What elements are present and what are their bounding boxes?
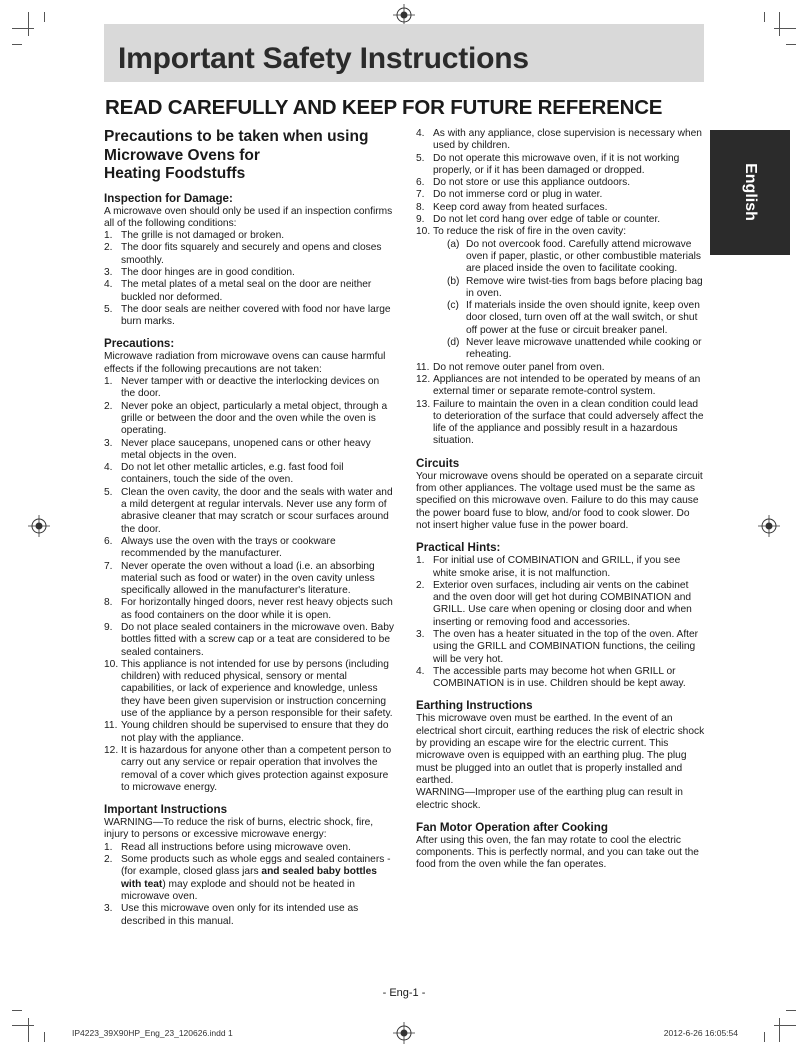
- list-item: 6. Always use the oven with the trays or cookware recommended by the manufacturer.: [104, 535, 336, 560]
- print-slug-date: 2012-6-26 16:05:54: [663, 1028, 738, 1038]
- list-item: 13. Failure to maintain the oven in a clean condition could lead to deterioration of the surface that could adversely affect the life of the appliance and possibly result in a hazardous situation.: [416, 398, 704, 447]
- important-list-continued: [416, 128, 706, 448]
- list-item: 8. For horizontally hinged doors, never rest heavy objects such as food containers on the door while it is open.: [104, 597, 393, 621]
- list-item: 8. Keep cord away from heated surfaces.: [416, 201, 608, 213]
- list-item: 2. Exterior oven surfaces, including air vents on the cabinet and the oven door will get hot during COMBINATION and GRILL. Use care when opening or closing door and when inserting or removing food and accessories.: [416, 579, 692, 628]
- crop-mark: [12, 1025, 34, 1026]
- list-item: 1. For initial use of COMBINATION and GRILL, if you see white smoke arise, it is not malfunction.: [416, 555, 681, 579]
- list-item: 1. Never tamper with or deactive the interlocking devices on the door.: [104, 376, 380, 400]
- list-item: 5. The door seals are neither covered with food nor have large burn marks.: [104, 303, 391, 328]
- list-item: (b) Remove wire twist-ties from bags before placing bag in oven.: [447, 275, 703, 299]
- list-item: 4. The metal plates of a metal seal on the door are neither buckled nor deformed.: [104, 279, 372, 303]
- list-item: 6. Do not store or use this appliance outdoors.: [416, 177, 631, 189]
- crop-mark: [44, 1032, 45, 1042]
- list-item: 4. As with any appliance, close supervision is necessary when used by children.: [416, 128, 702, 152]
- left-column: [104, 128, 396, 928]
- crop-mark: [774, 28, 796, 29]
- precautions-heading: Precautions:: [104, 337, 175, 351]
- hints-heading: Practical Hints:: [416, 541, 501, 555]
- list-item: 9. Do not let cord hang over edge of table or counter.: [416, 214, 661, 226]
- crop-mark: [12, 44, 22, 45]
- crop-mark: [764, 1032, 765, 1042]
- earthing-heading: Earthing Instructions: [416, 699, 533, 713]
- crop-mark: [779, 1018, 780, 1042]
- inspection-list: [104, 230, 396, 328]
- list-item: 5. Clean the oven cavity, the door and the seals with water and a mild detergent at regular intervals. Never use any form of abrasive cleaner that may scratch or scour surfaces around the door.: [104, 486, 393, 535]
- section-title: Precautions to be taken when using Microwave Ovens for Heating Foodstuffs: [104, 128, 369, 182]
- list-item: 12. It is hazardous for anyone other than a competent person to carry out any service or repair operation that involves the removal of a cover which gives protection against exposure to microwave energy.: [104, 744, 392, 793]
- hints-list: [416, 555, 706, 690]
- list-item: 3. Never place saucepans, unopened cans or other heavy metal objects in the oven.: [104, 437, 371, 461]
- list-item: 1. Read all instructions before using microwave oven.: [104, 841, 351, 853]
- right-column: [416, 128, 706, 872]
- registration-mark-icon: [28, 515, 50, 537]
- list-item: 2. Some products such as whole eggs and sealed containers - (for example, closed glass jars and sealed baby bottles with teat) may explode and should not be heated in microwave oven.: [104, 854, 391, 902]
- list-item: 1. The grille is not damaged or broken.: [104, 230, 285, 242]
- registration-mark-icon: [393, 4, 415, 26]
- precautions-list: [104, 376, 396, 794]
- earthing-warning: WARNING—Improper use of the earthing plug can result in electric shock.: [416, 787, 683, 811]
- precautions-intro: Microwave radiation from microwave ovens can cause harmful effects if the following precautions are not taken:: [104, 351, 386, 375]
- list-item: 7. Never operate the oven without a load (i.e. an absorbing material such as food or water) in the oven cavity unless specifically allowed in the manufacturer's literature.: [104, 560, 375, 597]
- page-subtitle: READ CAREFULLY AND KEEP FOR FUTURE REFERENCE: [105, 96, 663, 119]
- crop-mark: [764, 12, 765, 22]
- list-item: 11. Do not remove outer panel from oven.: [416, 361, 605, 373]
- fan-heading: Fan Motor Operation after Cooking: [416, 820, 608, 834]
- list-item: 2. The door fits squarely and securely and opens and closes smoothly.: [104, 242, 382, 266]
- important-intro: WARNING—To reduce the risk of burns, electric shock, fire, injury to persons or excessive microwave energy:: [104, 817, 374, 841]
- fire-sublist: [433, 239, 706, 362]
- page-number: - Eng-1 -: [382, 987, 426, 999]
- registration-mark-icon: [758, 515, 780, 537]
- list-item: 9. Do not place sealed containers in the microwave oven. Baby bottles fitted with a screw cap or a teat are considered to be sealed containers.: [104, 622, 394, 658]
- inspection-intro: A microwave oven should only be used if an inspection confirms all of the following conditions:: [104, 205, 393, 229]
- crop-mark: [28, 12, 29, 36]
- crop-mark: [28, 1018, 29, 1042]
- list-item: (a) Do not overcook food. Carefully attend microwave oven if paper, plastic, or other combustible materials are placed inside the oven to facilitate cooking.: [447, 238, 701, 275]
- crop-mark: [12, 1010, 22, 1011]
- circuits-text: Your microwave ovens should be operated on a separate circuit from other appliances. The voltage used must be the same as specified on this microwave oven. Failure to do this may cause the power board fuse to blow, and/or food to cook slower. Do not insert higher value fuse in the power board.: [416, 470, 703, 531]
- list-item: 10. To reduce the risk of fire in the oven cavity: (a) Do not overcook food. Carefully attend microwave oven if paper, plastic, or other combustible materials are placed inside the oven to facilitate cooking. (b) Remove wire twist-ties from bags before placing bag in oven. (c) If materials inside the oven should ignite, keep oven door closed, turn oven off at the wall switch, or shut off power at the fuse or circuit breaker panel. (d) Never leave microwave unattended while cooking or reheating.: [416, 226, 706, 361]
- list-item: 5. Do not operate this microwave oven, if it is not working properly, or if it has been damaged or dropped.: [416, 152, 680, 176]
- list-item: 3. The oven has a heater situated in the top of the oven. After using the GRILL and COMBINATION functions, the ceiling will be very hot.: [416, 628, 699, 665]
- list-item: (c) If materials inside the oven should ignite, keep oven door closed, turn oven off at the wall switch, or shut off power at the fuse or circuit breaker panel.: [447, 300, 700, 336]
- list-item: 4. Do not let other metallic articles, e.g. fast food foil containers, touch the side of the oven.: [104, 462, 344, 486]
- list-item: 12. Appliances are not intended to be operated by means of an external timer or separate remote-control system.: [416, 373, 701, 398]
- circuits-heading: Circuits: [416, 456, 460, 470]
- important-list: [104, 842, 396, 928]
- list-item: 4. The accessible parts may become hot when GRILL or COMBINATION is in use. Children should be kept away.: [416, 665, 686, 690]
- important-heading: Important Instructions: [104, 803, 228, 817]
- inspection-heading: Inspection for Damage:: [104, 191, 233, 205]
- crop-mark: [786, 1010, 796, 1011]
- fan-text: After using this oven, the fan may rotate to cool the electric components. This is perfectly normal, and you can take out the food from the oven while the fan operates.: [416, 834, 699, 871]
- list-item: 11. Young children should be supervised to ensure that they do not play with the appliance.: [104, 720, 389, 744]
- crop-mark: [779, 12, 780, 36]
- list-item: (d) Never leave microwave unattended while cooking or reheating.: [447, 337, 702, 361]
- list-item: 3. The door hinges are in good condition.: [104, 266, 295, 278]
- language-tab-label: English: [742, 163, 759, 221]
- registration-mark-icon: [393, 1022, 415, 1044]
- list-item: 3. Use this microwave oven only for its intended use as described in this manual.: [104, 903, 359, 927]
- page-title: Important Safety Instructions: [118, 42, 529, 75]
- crop-mark: [12, 28, 34, 29]
- crop-mark: [786, 44, 796, 45]
- list-item: 7. Do not immerse cord or plug in water.: [416, 189, 603, 201]
- print-slug-file: IP4223_39X90HP_Eng_23_120626.indd 1: [72, 1028, 233, 1038]
- crop-mark: [774, 1025, 796, 1026]
- list-item: 10. This appliance is not intended for use by persons (including children) with reduced physical, sensory or mental capabilities, or lack of experience and knowledge, unless they have been given supervision or instruction concerning use of the appliance by a person responsible for their safety.: [104, 658, 393, 720]
- earthing-text: This microwave oven must be earthed. In the event of an electrical short circuit, earthing reduces the risk of electric shock by providing an escape wire for the electric current. This microwave oven is equipped with an earthing plug. The plug must be plugged into an outlet that is properly installed and earthed.: [416, 713, 705, 786]
- list-item: 2. Never poke an object, particularly a metal object, through a grille or between the door and the oven while the oven is operating.: [104, 400, 388, 437]
- crop-mark: [44, 12, 45, 22]
